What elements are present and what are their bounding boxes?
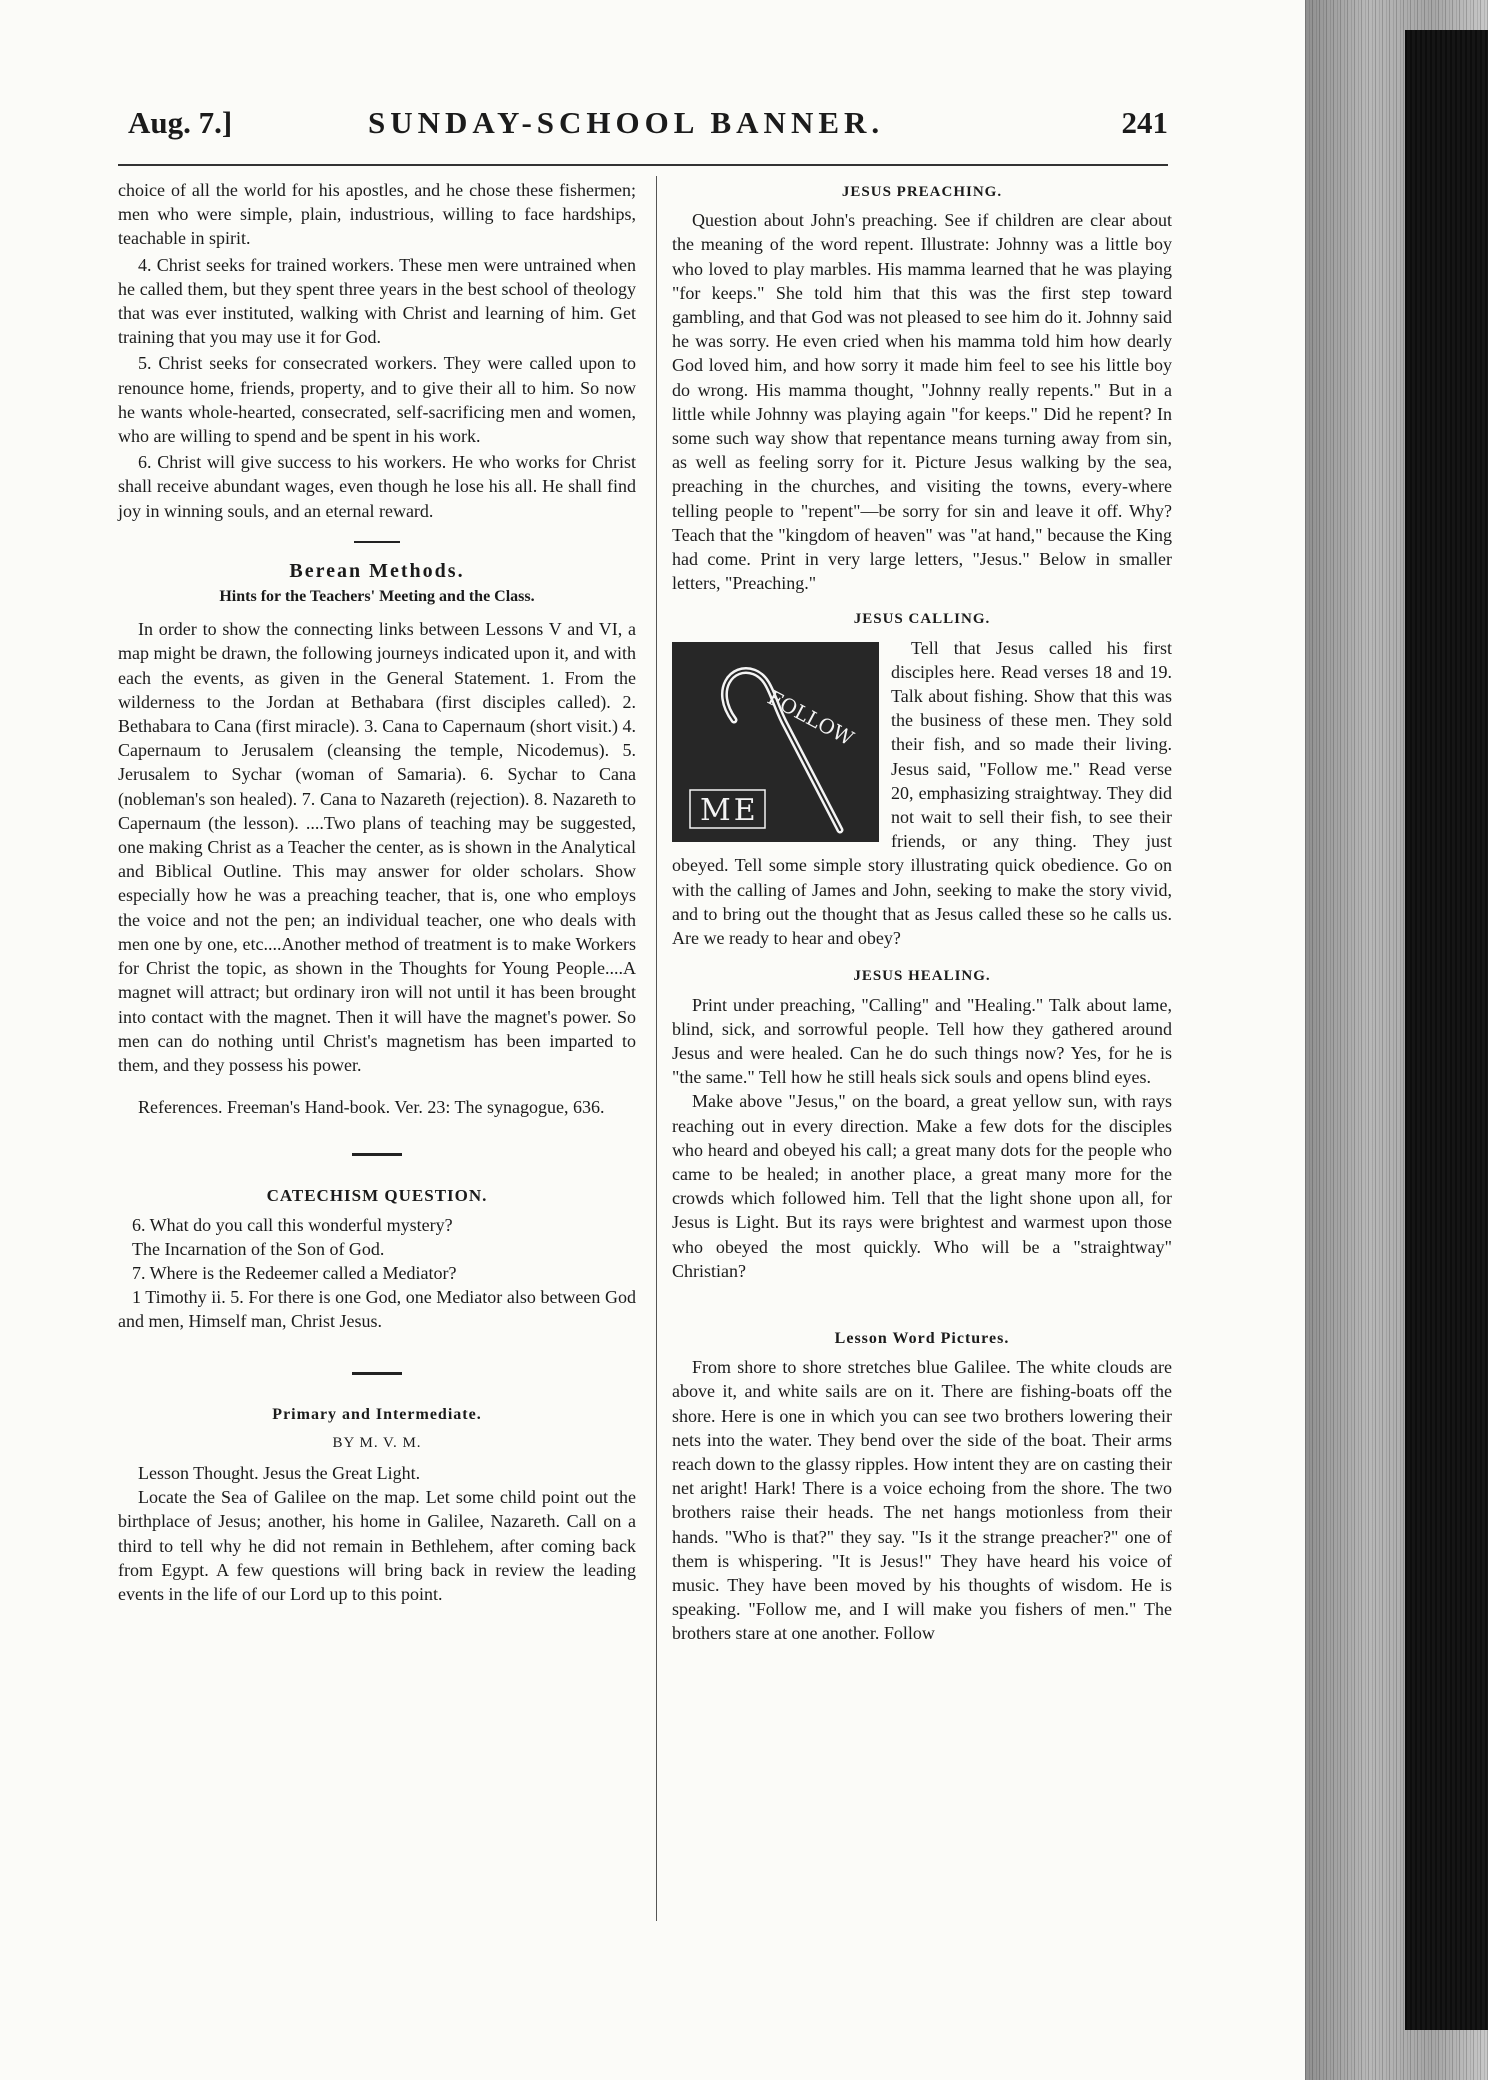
jesus-healing-paragraph-1: Print under preaching, "Calling" and "Healing." Talk about lame, blind, sick, and sorrowful people. Tell how they gathered around Jesus and were healed. Can he do such things now? Yes, for he is "the same." Tell how he still heals sick souls and opens blind eyes.	[672, 994, 1172, 1088]
jesus-preaching-paragraph: Question about John's preaching. See if children are clear about the meaning of the word repent. Illustrate: Johnny was a little boy who loved to play marbles. His mamma learned that he was playing "for keeps." She told him that this was the first step toward gambling, and that God was not pleased to see him do it. Johnny said he was sorry. He even cried when his mamma told him how dearly God loved him, and how sorry it made him feel to see his little boy do wrong. His mamma thought, "Johnny really repents." But in a little while Johnny was playing again "for keeps." Did he repent? In some such way show that repentance means turning away from sin, as well as feeling sorry for it. Picture Jesus walking by the sea, preaching in the churches, and visiting the towns, every-where telling people to "repent"—be sorry for sin and leave it off. Why? Teach that the "kingdom of heaven" was "at hand," because the King had come. Print in very large letters, "Jesus." Below in smaller letters, "Preaching."	[672, 210, 1172, 594]
column-rule	[656, 176, 657, 1921]
lesson-thought: Lesson Thought. Jesus the Great Light.	[138, 1462, 421, 1483]
berean-methods-title: Berean Methods.	[289, 559, 465, 582]
section-divider	[354, 541, 400, 543]
left-paragraph-3: 5. Christ seeks for consecrated workers. They were called upon to renounce home, friends, property, and to give their all to him. So now he wants whole-hearted, consecrated, self-sacrificing men and women, who are willing to spend and be spent in his work.	[118, 353, 636, 447]
header-date: Aug. 7.]	[128, 105, 233, 140]
catechism-question: 7. Where is the Redeemer called a Mediator?	[132, 1262, 457, 1283]
catechism-title: CATECHISM QUESTION.	[266, 1186, 488, 1206]
byline: BY M. V. M.	[332, 1434, 422, 1451]
header-title: SUNDAY-SCHOOL BANNER.	[368, 105, 885, 140]
primary-paragraph: Locate the Sea of Galilee on the map. Let some child point out the birthplace of Jesus; another, his home in Galilee, Nazareth. Call on a third to tell why he did not remain in Bethlehem, after coming back from Egypt. A few questions will bring back in review the leading events in the life of our Lord up to this point.	[118, 1487, 636, 1604]
right-column	[672, 178, 1172, 1646]
jesus-calling-title: JESUS CALLING.	[853, 611, 991, 628]
references: References. Freeman's Hand-book. Ver. 23: The synagogue, 636.	[138, 1097, 605, 1118]
jesus-healing-paragraph-2: Make above "Jesus," on the board, a great yellow sun, with rays reaching out in every direction. Make a few dots for the disciples who heard and obeyed his call; a great many dots for the people who came to be healed; in another place, a great many more for the crowds which followed him. Tell that the light shone upon all, for Jesus is Light. But its rays were brightest and warmest upon those who obeyed the most quickly. Who will be a "straightway" Christian?	[672, 1091, 1172, 1281]
section-divider	[352, 1372, 402, 1375]
primary-intermediate-title: Primary and Intermediate.	[272, 1405, 482, 1423]
word-pictures-title: Lesson Word Pictures.	[834, 1329, 1010, 1347]
word-pictures-paragraph: From shore to shore stretches blue Galilee. The white clouds are above it, and white sails are on it. There are fishing-boats off the shore. Here is one in which you can see two brothers lowering their nets into the water. They bend over the side of the boat. Their arms reach down to the glassy ripples. How intent they are on casting their net aright! Hark! There is a voice echoing from the shore. The two brothers raise their heads. The net hangs motionless from their hands. "Who is that?" they say. "Is it the strange preacher?" one of them is whispering. "It is Jesus!" They have heard his voice of music. They have been moved by his thoughts of wisdom. He is speaking. "Follow me, and I will make you fishers of men." The brothers stare at one another. Follow	[672, 1357, 1172, 1644]
left-paragraph-2: 4. Christ seeks for trained workers. These men were untrained when he called them, but they spent three years in the best school of theology that was ever instituted, walking with Christ and learning of him. Get training that you may use it for God.	[118, 254, 636, 348]
book-spine-edge	[1405, 30, 1488, 2030]
page-number: 241	[1121, 105, 1168, 140]
berean-methods-subtitle: Hints for the Teachers' Meeting and the Class.	[219, 588, 535, 606]
follow-me-figure	[672, 642, 879, 842]
jesus-healing-title: JESUS HEALING.	[853, 968, 991, 985]
shepherd-crook-icon	[672, 642, 879, 842]
catechism-answer: The Incarnation of the Son of God.	[132, 1238, 385, 1259]
figure-word-me: ME	[700, 792, 759, 828]
jesus-preaching-title: JESUS PREACHING.	[841, 184, 1003, 200]
header-rule	[118, 164, 1168, 166]
page-header	[118, 105, 1168, 155]
jesus-calling-paragraph: Tell that Jesus called his first disciples here. Read verses 18 and 19. Talk about fishing. Show that this was the business of these men. They sold their fish, and so made their living. Jesus said, "Follow me." Read verse 20, emphasizing straightway. They did not wait to sell their fish, to see their friends, or any thing. They just obeyed. Tell some simple story illustrating quick obedience. Go on with the calling of James and John, seeking to make the story vivid, and to bring out the thought that as Jesus called these so he calls us. Are we ready to hear and obey?	[672, 637, 1172, 949]
left-paragraph-4: 6. Christ will give success to his workers. He who works for Christ shall receive abundant wages, even though he lose his all. He shall find joy in winning souls, and an eternal reward.	[118, 452, 636, 521]
section-divider	[352, 1153, 402, 1156]
catechism-question: 6. What do you call this wonderful mystery?	[132, 1214, 453, 1235]
left-column	[118, 178, 636, 1606]
catechism-block	[118, 1213, 636, 1334]
catechism-answer: 1 Timothy ii. 5. For there is one God, one Mediator also between God and men, Himself man, Christ Jesus.	[118, 1287, 636, 1332]
figure-word-follow: FOLLOW	[763, 684, 858, 751]
berean-methods-paragraph: In order to show the connecting links between Lessons V and VI, a map might be drawn, the following journeys indicated upon it, and with each the events, as given in the General Statement. 1. From the wilderness to the Jordan at Bethabara (first disciples called). 2. Bethabara to Cana (first miracle). 3. Cana to Capernaum (short visit.) 4. Capernaum to Jerusalem (cleansing the temple, Nicodemus). 5. Jerusalem to Sychar (woman of Samaria). 6. Sychar to Cana (nobleman's son healed). 7. Cana to Nazareth (rejection). 8. Nazareth to Capernaum (the lesson). ....Two plans of teaching may be suggested, one making Christ as a Teacher the center, as is shown in the Analytical and Biblical Outline. This may answer for older scholars. Show especially how he was a preaching teacher, that is, one who employs the voice and not the pen; an individual teacher, one who deals with men one by one, etc....Another method of treatment is to make Workers for Christ the topic, as shown in the Thoughts for Young People....A magnet will attract; but ordinary iron will not until it has been brought into contact with the magnet. Then it will have the magnet's power. So men can do nothing until Christ's magnetism has been imparted to them, and they possess his power.	[118, 619, 636, 1075]
left-paragraph-1: choice of all the world for his apostles, and he chose these fishermen; men who were simple, plain, industrious, willing to face hardships, teachable in spirit.	[118, 180, 636, 249]
